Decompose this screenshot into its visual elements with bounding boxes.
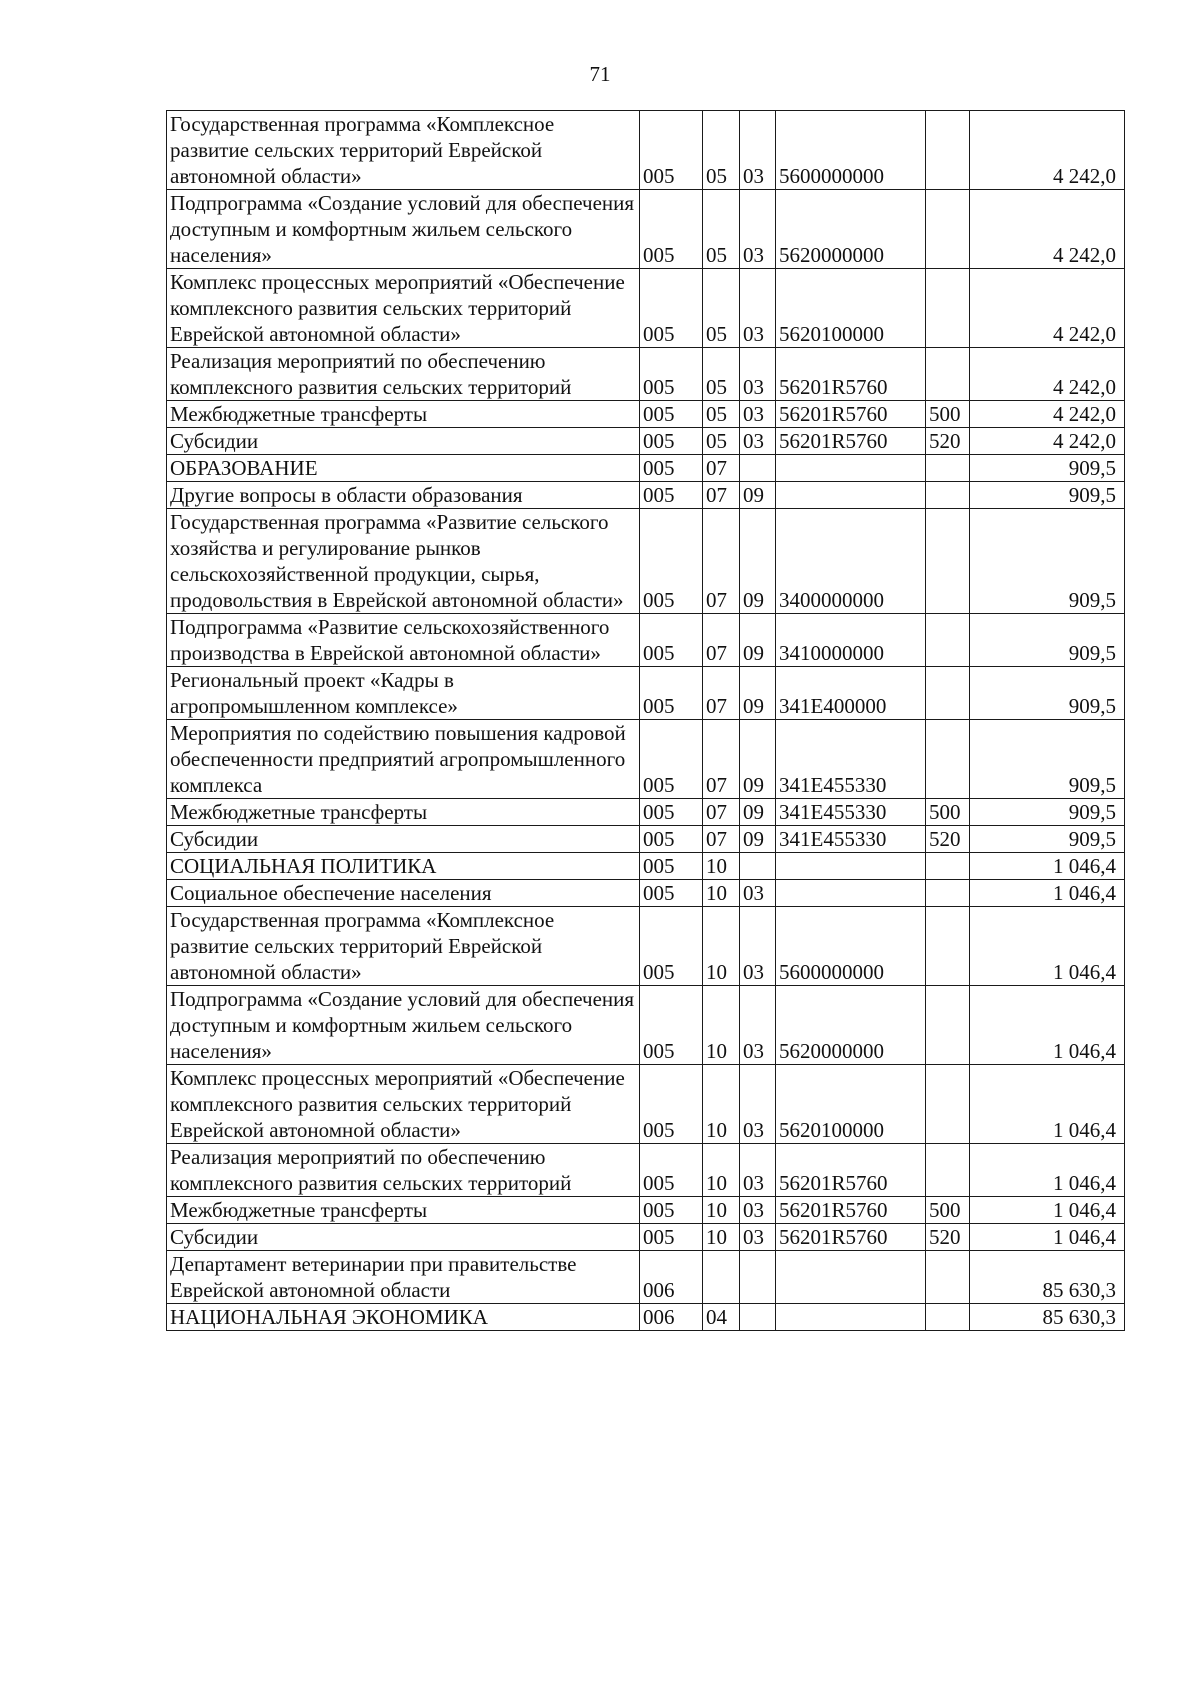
row-name: Региональный проект «Кадры в агропромышленном комплексе»	[167, 667, 640, 720]
expense-type-code: 500	[926, 799, 970, 826]
row-name: Департамент ветеринарии при правительстве Еврейской автономной области	[167, 1251, 640, 1304]
amount-value: 909,5	[970, 509, 1125, 614]
row-name: Подпрограмма «Развитие сельскохозяйственного производства в Еврейской автономной области»	[167, 614, 640, 667]
department-code: 006	[640, 1304, 703, 1331]
expense-type-code	[926, 482, 970, 509]
section-code: 10	[703, 1065, 740, 1144]
subsection-code: 09	[740, 720, 776, 799]
target-article-code	[776, 455, 926, 482]
section-code: 10	[703, 1224, 740, 1251]
expense-type-code	[926, 1065, 970, 1144]
department-code: 005	[640, 1224, 703, 1251]
table-row	[167, 190, 1125, 269]
table-row	[167, 667, 1125, 720]
amount-value: 1 046,4	[970, 1224, 1125, 1251]
subsection-code: 03	[740, 190, 776, 269]
table-row	[167, 853, 1125, 880]
section-code: 05	[703, 190, 740, 269]
row-name: Мероприятия по содействию повышения кадровой обеспеченности предприятий агропромышленного комплекса	[167, 720, 640, 799]
section-code: 10	[703, 907, 740, 986]
subsection-code	[740, 853, 776, 880]
table-row	[167, 986, 1125, 1065]
section-code: 05	[703, 348, 740, 401]
row-name: Комплекс процессных мероприятий «Обеспечение комплексного развития сельских территорий Еврейской автономной области»	[167, 269, 640, 348]
subsection-code: 03	[740, 401, 776, 428]
subsection-code: 09	[740, 614, 776, 667]
row-name: Государственная программа «Развитие сельского хозяйства и регулирование рынков сельскохозяйственной продукции, сырья, продовольствия в Еврейской автономной области»	[167, 509, 640, 614]
expense-type-code	[926, 269, 970, 348]
expense-type-code: 520	[926, 826, 970, 853]
section-code: 05	[703, 401, 740, 428]
department-code: 005	[640, 853, 703, 880]
section-code: 07	[703, 799, 740, 826]
amount-value: 909,5	[970, 614, 1125, 667]
subsection-code: 09	[740, 667, 776, 720]
section-code: 07	[703, 667, 740, 720]
section-code: 10	[703, 853, 740, 880]
row-name: Подпрограмма «Создание условий для обеспечения доступным и комфортным жильем сельского населения»	[167, 986, 640, 1065]
department-code: 005	[640, 269, 703, 348]
table-row	[167, 482, 1125, 509]
table-row	[167, 1251, 1125, 1304]
department-code: 005	[640, 826, 703, 853]
section-code: 07	[703, 509, 740, 614]
department-code: 005	[640, 799, 703, 826]
subsection-code: 03	[740, 269, 776, 348]
amount-value: 909,5	[970, 667, 1125, 720]
amount-value: 4 242,0	[970, 401, 1125, 428]
section-code: 07	[703, 455, 740, 482]
target-article-code: 56201R5760	[776, 1197, 926, 1224]
amount-value: 1 046,4	[970, 880, 1125, 907]
subsection-code: 03	[740, 1065, 776, 1144]
row-name: Межбюджетные трансферты	[167, 401, 640, 428]
section-code: 05	[703, 269, 740, 348]
amount-value: 4 242,0	[970, 111, 1125, 190]
expense-type-code	[926, 1144, 970, 1197]
target-article-code	[776, 880, 926, 907]
table-row	[167, 269, 1125, 348]
row-name: Другие вопросы в области образования	[167, 482, 640, 509]
department-code: 005	[640, 986, 703, 1065]
table-row	[167, 720, 1125, 799]
row-name: Подпрограмма «Создание условий для обеспечения доступным и комфортным жильем сельского населения»	[167, 190, 640, 269]
department-code: 005	[640, 428, 703, 455]
amount-value: 4 242,0	[970, 428, 1125, 455]
page-number: 71	[589, 62, 611, 86]
subsection-code: 03	[740, 907, 776, 986]
section-code	[703, 1251, 740, 1304]
budget-table-body	[167, 111, 1125, 1331]
row-name: Комплекс процессных мероприятий «Обеспечение комплексного развития сельских территорий Еврейской автономной области»	[167, 1065, 640, 1144]
amount-value: 1 046,4	[970, 1065, 1125, 1144]
amount-value: 1 046,4	[970, 853, 1125, 880]
row-name: Государственная программа «Комплексное развитие сельских территорий Еврейской автономной области»	[167, 907, 640, 986]
expense-type-code	[926, 1251, 970, 1304]
subsection-code: 03	[740, 1197, 776, 1224]
row-name: Реализация мероприятий по обеспечению комплексного развития сельских территорий	[167, 348, 640, 401]
expense-type-code	[926, 1304, 970, 1331]
target-article-code	[776, 853, 926, 880]
subsection-code: 09	[740, 826, 776, 853]
table-row	[167, 880, 1125, 907]
target-article-code: 5620100000	[776, 1065, 926, 1144]
amount-value: 909,5	[970, 482, 1125, 509]
budget-table	[166, 110, 1125, 1331]
target-article-code	[776, 1304, 926, 1331]
row-name: Субсидии	[167, 428, 640, 455]
table-row	[167, 614, 1125, 667]
subsection-code: 09	[740, 799, 776, 826]
table-row	[167, 1197, 1125, 1224]
amount-value: 85 630,3	[970, 1251, 1125, 1304]
expense-type-code	[926, 853, 970, 880]
target-article-code: 3410000000	[776, 614, 926, 667]
target-article-code: 5620000000	[776, 190, 926, 269]
department-code: 005	[640, 880, 703, 907]
department-code: 005	[640, 190, 703, 269]
department-code: 006	[640, 1251, 703, 1304]
section-code: 07	[703, 720, 740, 799]
amount-value: 1 046,4	[970, 986, 1125, 1065]
expense-type-code: 500	[926, 1197, 970, 1224]
target-article-code: 56201R5760	[776, 401, 926, 428]
section-code: 07	[703, 482, 740, 509]
subsection-code: 03	[740, 986, 776, 1065]
table-row	[167, 799, 1125, 826]
department-code: 005	[640, 348, 703, 401]
department-code: 005	[640, 455, 703, 482]
target-article-code: 5600000000	[776, 111, 926, 190]
expense-type-code	[926, 986, 970, 1065]
amount-value: 909,5	[970, 455, 1125, 482]
section-code: 07	[703, 614, 740, 667]
target-article-code: 56201R5760	[776, 348, 926, 401]
table-row	[167, 348, 1125, 401]
section-code: 10	[703, 1197, 740, 1224]
target-article-code: 341E400000	[776, 667, 926, 720]
expense-type-code: 520	[926, 428, 970, 455]
target-article-code: 3400000000	[776, 509, 926, 614]
expense-type-code	[926, 190, 970, 269]
table-row	[167, 509, 1125, 614]
section-code: 10	[703, 880, 740, 907]
expense-type-code	[926, 348, 970, 401]
section-code: 07	[703, 826, 740, 853]
table-row	[167, 401, 1125, 428]
expense-type-code	[926, 880, 970, 907]
section-code: 05	[703, 428, 740, 455]
amount-value: 909,5	[970, 720, 1125, 799]
amount-value: 1 046,4	[970, 1197, 1125, 1224]
expense-type-code	[926, 720, 970, 799]
department-code: 005	[640, 614, 703, 667]
department-code: 005	[640, 667, 703, 720]
subsection-code: 03	[740, 880, 776, 907]
table-row	[167, 826, 1125, 853]
row-name: Межбюджетные трансферты	[167, 799, 640, 826]
row-name: Межбюджетные трансферты	[167, 1197, 640, 1224]
expense-type-code	[926, 111, 970, 190]
row-name: Социальное обеспечение населения	[167, 880, 640, 907]
row-name: СОЦИАЛЬНАЯ ПОЛИТИКА	[167, 853, 640, 880]
table-row	[167, 428, 1125, 455]
subsection-code: 03	[740, 428, 776, 455]
amount-value: 1 046,4	[970, 907, 1125, 986]
section-code: 10	[703, 1144, 740, 1197]
amount-value: 4 242,0	[970, 269, 1125, 348]
section-code: 10	[703, 986, 740, 1065]
table-row	[167, 111, 1125, 190]
table-row	[167, 455, 1125, 482]
amount-value: 909,5	[970, 799, 1125, 826]
expense-type-code	[926, 667, 970, 720]
department-code: 005	[640, 1144, 703, 1197]
subsection-code: 03	[740, 1224, 776, 1251]
table-row	[167, 1065, 1125, 1144]
subsection-code: 09	[740, 482, 776, 509]
subsection-code	[740, 1251, 776, 1304]
expense-type-code	[926, 509, 970, 614]
target-article-code: 56201R5760	[776, 428, 926, 455]
amount-value: 909,5	[970, 826, 1125, 853]
row-name: Государственная программа «Комплексное развитие сельских территорий Еврейской автономной области»	[167, 111, 640, 190]
target-article-code: 5620100000	[776, 269, 926, 348]
table-row	[167, 1304, 1125, 1331]
row-name: ОБРАЗОВАНИЕ	[167, 455, 640, 482]
section-code: 05	[703, 111, 740, 190]
row-name: Субсидии	[167, 1224, 640, 1251]
department-code: 005	[640, 720, 703, 799]
row-name: Реализация мероприятий по обеспечению комплексного развития сельских территорий	[167, 1144, 640, 1197]
target-article-code	[776, 1251, 926, 1304]
subsection-code	[740, 1304, 776, 1331]
target-article-code: 5600000000	[776, 907, 926, 986]
table-row	[167, 1144, 1125, 1197]
target-article-code: 341E455330	[776, 799, 926, 826]
subsection-code: 03	[740, 111, 776, 190]
target-article-code: 341E455330	[776, 826, 926, 853]
row-name: НАЦИОНАЛЬНАЯ ЭКОНОМИКА	[167, 1304, 640, 1331]
subsection-code	[740, 455, 776, 482]
subsection-code: 09	[740, 509, 776, 614]
amount-value: 4 242,0	[970, 190, 1125, 269]
target-article-code	[776, 482, 926, 509]
row-name: Субсидии	[167, 826, 640, 853]
table-row	[167, 1224, 1125, 1251]
expense-type-code	[926, 907, 970, 986]
expense-type-code: 520	[926, 1224, 970, 1251]
subsection-code: 03	[740, 348, 776, 401]
expense-type-code: 500	[926, 401, 970, 428]
amount-value: 4 242,0	[970, 348, 1125, 401]
amount-value: 1 046,4	[970, 1144, 1125, 1197]
table-row	[167, 907, 1125, 986]
department-code: 005	[640, 1197, 703, 1224]
department-code: 005	[640, 111, 703, 190]
subsection-code: 03	[740, 1144, 776, 1197]
department-code: 005	[640, 401, 703, 428]
department-code: 005	[640, 482, 703, 509]
amount-value: 85 630,3	[970, 1304, 1125, 1331]
target-article-code: 56201R5760	[776, 1144, 926, 1197]
department-code: 005	[640, 1065, 703, 1144]
section-code: 04	[703, 1304, 740, 1331]
expense-type-code	[926, 455, 970, 482]
target-article-code: 341E455330	[776, 720, 926, 799]
target-article-code: 56201R5760	[776, 1224, 926, 1251]
target-article-code: 5620000000	[776, 986, 926, 1065]
department-code: 005	[640, 509, 703, 614]
department-code: 005	[640, 907, 703, 986]
expense-type-code	[926, 614, 970, 667]
